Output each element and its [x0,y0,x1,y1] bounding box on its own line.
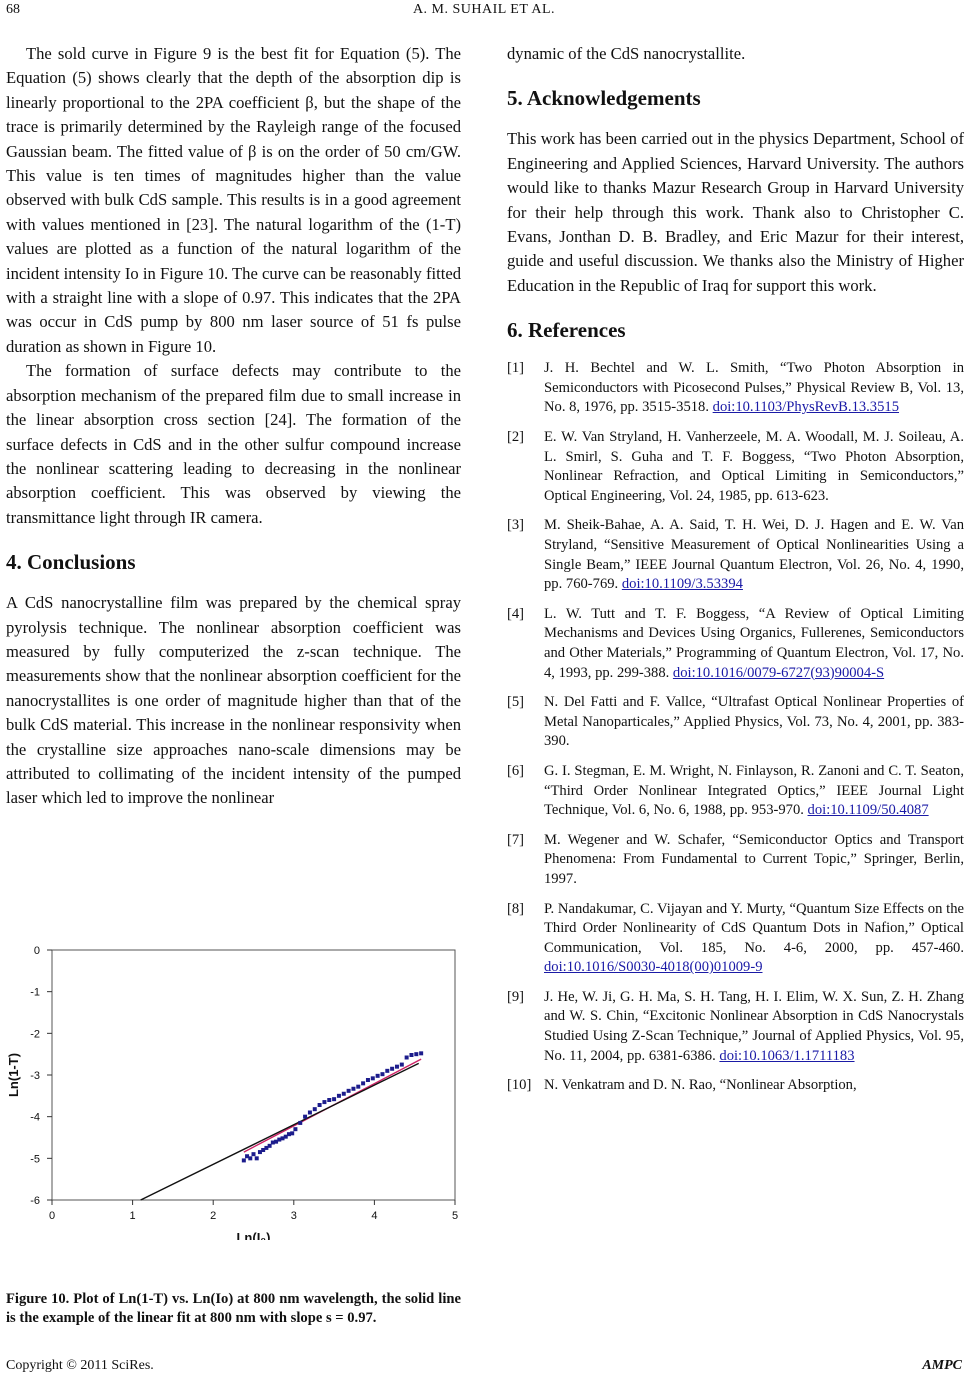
figure-caption: Figure 10. Plot of Ln(1-T) vs. Ln(Io) at 800 nm wavelength, the solid line is the example of the linear fit at 800 nm with slope s = 0.97. [6,1291,461,1326]
reference-citation: M. Sheik-Bahae, A. A. Said, T. H. Wei, D. J. Hagen and E. W. Van Stryland, “Sensitive Measurement of Optical Nonlinearities Using a Single Beam,” IEEE Journal Quantum Electron, Vol. 26, No. 4, 1990, pp. 760-769. [544,517,964,593]
reference-item [507,359,964,418]
reference-citation: J. H. Bechtel and W. L. Smith, “Two Photon Absorption in Semiconductors with Picosecond Pulses,” Physical Review B, Vol. 13, No. 8, 1976, pp. 3515-3518. [544,360,964,416]
reference-text [544,900,964,978]
data-point [351,1087,355,1091]
reference-citation: E. W. Van Stryland, H. Vanherzeele, M. A. Woodall, M. J. Soileau, A. L. Smirl, S. Guha and T. F. Boggess, “Two Photon Absorption, Nonlinear Refraction, and Optical Limiting in Semiconductors,” Optical Engineering, Vol. 24, 1985, pp. 613-623. [544,429,964,504]
reference-text [544,428,964,506]
reference-text [544,762,964,821]
x-tick-label: 4 [371,1210,378,1222]
data-point [390,1067,394,1071]
reference-number: [2] [507,429,525,446]
data-point [361,1081,365,1085]
data-point [366,1078,370,1082]
section-heading: 5. Acknowledgements [507,86,701,111]
figure-10 [6,930,461,1240]
reference-citation: N. Venkatram and D. N. Rao, “Nonlinear Absorption, [544,1077,857,1094]
reference-item [507,1076,964,1096]
reference-text [544,516,964,594]
reference-citation: N. Del Fatti and F. Vallce, “Ultrafast Optical Nonlinear Properties of Metal Nanoparticales,” Applied Physics, Vol. 73, No. 4, 2001, pp. 383-390. [544,694,964,750]
data-point [337,1094,341,1098]
reference-item [507,900,964,978]
data-point [332,1097,336,1101]
x-axis-label: Ln(I₀) [236,1230,271,1240]
reference-item [507,988,964,1066]
data-point [313,1107,317,1111]
data-point [303,1115,307,1119]
page-header [0,0,968,28]
data-point [242,1158,246,1162]
x-tick-label: 2 [210,1210,217,1222]
data-point [385,1069,389,1073]
data-point [342,1092,346,1096]
data-point [248,1156,252,1160]
paragraph: A CdS nanocrystalline film was prepared by the chemical spray pyrolysis technique. The nonlinear absorption coefficient was measured by fully computerized the z-scan technique. The measurements show that the nonlinear absorption coefficient for the nanocrystallites is one order of magnitude higher than that of the bulk CdS material. This increase in the nonlinear responsivity when the crystalline size approaches nano-scale dimensions may be attributed to collimating of the incident intensity of the pumped laser which led to improve the nonlinear [6,593,461,808]
data-point [419,1051,423,1055]
reference-item [507,831,964,890]
reference-item [507,762,964,821]
doi-link[interactable]: doi:10.1103/PhysRevB.13.3515 [712,399,899,416]
y-tick-label: -1 [30,986,40,999]
reference-text [544,1076,964,1096]
reference-number: [7] [507,831,525,848]
data-point [405,1056,409,1060]
x-tick-label: 3 [290,1210,297,1222]
data-point [252,1152,256,1156]
reference-item [507,516,964,594]
left-column [6,42,461,811]
data-point [327,1098,331,1102]
data-point [293,1127,297,1131]
reference-citation: P. Nandakumar, C. Vijayan and Y. Murty, “Quantum Size Effects on the Third Order Nonlinearity of CdS Quantum Dots in Nafion,” Optical Communication, Vol. 185, No. 4-6, 2000, pp. 457-460. [544,900,964,956]
y-tick-label: 0 [33,945,40,957]
y-tick-label: -2 [30,1028,40,1041]
reference-number: [9] [507,988,525,1005]
x-tick-label: 0 [48,1210,56,1222]
data-point [290,1131,294,1135]
reference-citation: L. W. Tutt and T. F. Boggess, “A Review of Optical Limiting Mechanisms and Devices Using Organics, Fullerenes, Semiconductors and Other Materials,” Programming of Quantum Electron, Vol. 17, No. 4, 1993, pp. 299-388. [544,605,964,681]
reference-number: [10] [507,1077,532,1094]
y-axis-label: Ln(1-T) [6,1052,21,1098]
doi-link[interactable]: doi:10.1016/0079-6727(93)90004-S [672,664,885,681]
reference-number: [3] [507,517,525,534]
reference-number: [6] [507,762,525,779]
reference-text [544,605,964,683]
doi-link[interactable]: doi:10.1109/3.53394 [621,576,743,593]
data-point [356,1085,360,1089]
journal-label: AMPC [922,1358,962,1373]
paragraph: The sold curve in Figure 9 is the best fit for Equation (5). The Equation (5) shows clearly that the depth of the absorption dip is linearly proportional to the 2PA coefficient β, but the shape of the trace is primarily determined by the Rayleigh range of the focused Gaussian beam. The fitted value of β is on the order of 50 cm/GW. This value is ten times of magnitudes higher than the value observed with bulk CdS sample. This results is in a good agreement with values mentioned in [23]. The natural logarithm of the (1-T) values are plotted as a function of the natural logarithm of the incident intensity Io in Figure 10. The curve can be reasonably fitted with a straight line with a slope of 0.97. This indicates that the 2PA was occur in CdS pump by 800 nm laser source of 51 fs pulse duration as shown in Figure 10. [6,44,461,356]
section-heading: 6. References [507,318,626,343]
reference-number: [8] [507,900,525,917]
reference-number: [1] [507,360,525,377]
reference-text [544,693,964,752]
data-point [376,1074,380,1078]
right-column [507,42,964,1106]
reference-number: [5] [507,694,525,711]
section-heading: 4. Conclusions [6,550,136,575]
running-title: A. M. SUHAIL ET AL. [412,2,556,17]
y-tick-label: -4 [30,1111,40,1124]
reference-text [544,988,964,1066]
doi-link[interactable]: doi:10.1109/50.4087 [807,802,929,819]
data-point [347,1089,351,1093]
doi-link[interactable]: doi:10.1063/1.1711183 [719,1047,855,1064]
reference-text [544,831,964,890]
data-point [308,1111,312,1115]
fit-line [141,1063,419,1200]
paragraph: dynamic of the CdS nanocrystallite. [507,44,746,63]
x-tick-label: 1 [129,1210,136,1222]
reference-list [507,359,964,1096]
reference-text [544,359,964,418]
data-point [414,1052,418,1056]
paragraph: This work has been carried out in the physics Department, School of Engineering and Applied Sciences, Harvard University. The authors would like to thanks Mazur Research Group in Harvard University for their help through this work. Thank also to Christopher C. Evans, Jonthan D. B. Bradley, and Eric Mazur for their interest, guide and useful discussion. We thanks also the Ministry of Higher Education in the Republic of Iraq for support this work. [507,129,964,295]
scatter-chart [6,930,461,1240]
data-point [318,1103,322,1107]
doi-link[interactable]: doi:10.1016/S0030-4018(00)01009-9 [544,959,763,976]
reference-citation: M. Wegener and W. Schafer, “Semiconductor Optics and Transport Phenomena: From Fundamental to Current Topic,” Springer, Berlin, 1997. [544,831,964,887]
reference-item [507,428,964,506]
data-point [371,1076,375,1080]
data-point [395,1065,399,1069]
data-point [255,1156,259,1160]
data-point [380,1072,384,1076]
reference-item [507,605,964,683]
page-footer [6,1358,962,1374]
copyright: Copyright © 2011 SciRes. [6,1358,154,1373]
reference-citation: G. I. Stegman, E. M. Wright, N. Finlayson, R. Zanoni and C. T. Seaton, “Third Order Nonlinear Integrated Optics,” IEEE Journal Light Technique, Vol. 6, No. 6, 1988, pp. 953-970. [544,762,964,819]
data-point [409,1053,413,1057]
y-tick-label: -3 [30,1070,40,1082]
reference-item [507,693,964,752]
y-tick-label: -6 [30,1195,40,1207]
paragraph: The formation of surface defects may contribute to the absorption mechanism of the prepared film due to small increase in the linear absorption cross section [24]. The formation of the surface defects in CdS and in the other sulfur compound increase the nonlinear scattering leading to decreasing in the nonlinear absorption coefficient. This was observed by viewing the transmittance light through IR camera. [6,361,461,527]
y-tick-label: -5 [30,1153,40,1166]
data-point [400,1063,404,1067]
data-point [298,1121,302,1125]
x-tick-label: 5 [451,1210,459,1222]
data-point [322,1100,326,1104]
reference-citation: J. He, W. Ji, G. H. Ma, S. H. Tang, H. I. Elim, W. X. Sun, Z. H. Zhang and W. S. Chin, “Excitonic Nonlinear Absorption in CdS Nanocrystals Studied Using Z-Scan Technique,” Journal of Applied Physics, Vol. 95, No. 11, 2004, pp. 6381-6386. [544,988,964,1064]
reference-number: [4] [507,605,525,622]
page-number: 68 [6,2,20,17]
